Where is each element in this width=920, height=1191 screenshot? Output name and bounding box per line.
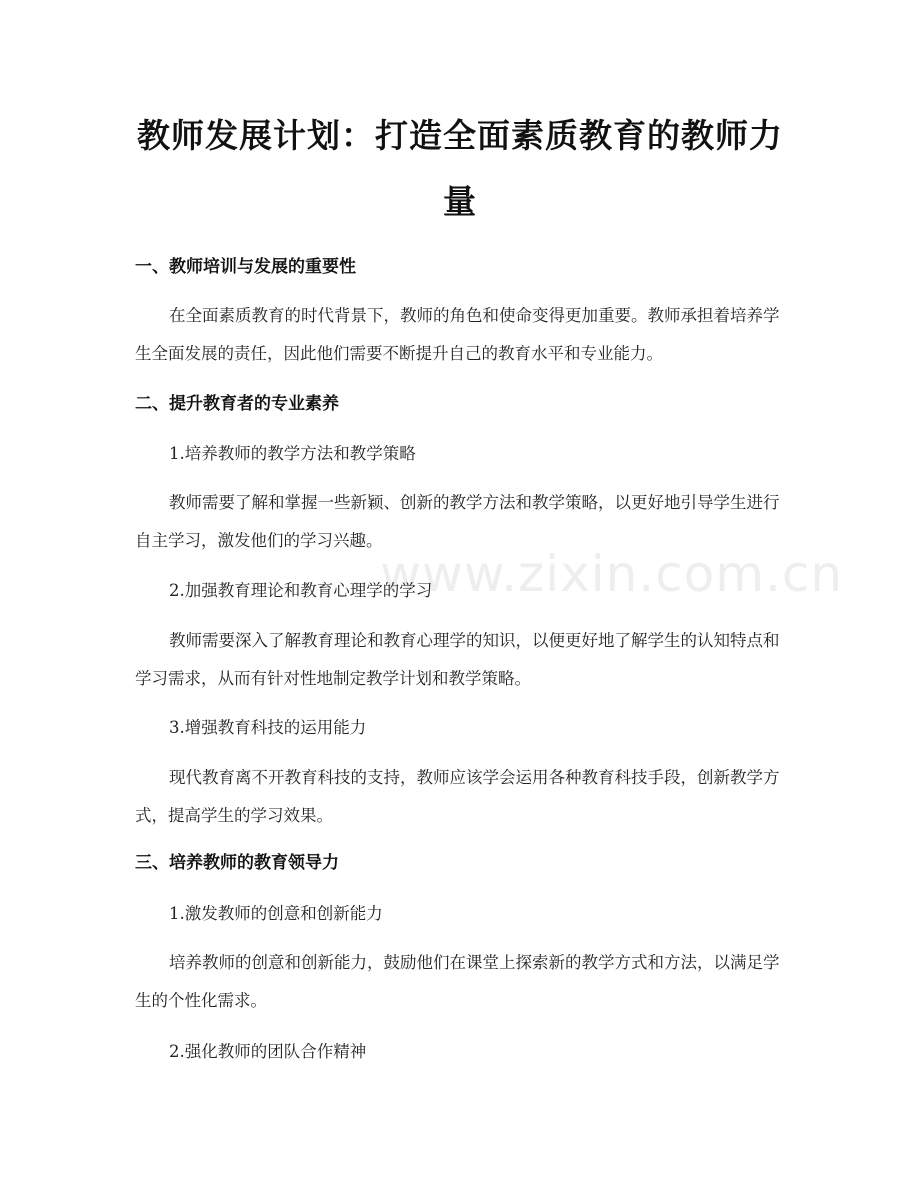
paragraph-2-3: 现代教育离不开教育科技的支持，教师应该学会运用各种教育科技手段，创新教学方式，提高学生的学习效果。 [135,768,780,825]
paragraph-2-1: 教师需要了解和掌握一些新颖、创新的教学方法和教学策略，以更好地引导学生进行自主学习，激发他们的学习兴趣。 [135,493,780,550]
subheading-3-1: 1.激发教师的创意和创新能力 [169,904,383,923]
section-heading-1: 一、教师培训与发展的重要性 [135,257,356,277]
subheading-2-1: 1.培养教师的教学方法和教学策略 [169,444,416,463]
subheading-2-3: 3.增强教育科技的运用能力 [169,718,367,737]
paragraph-3-1: 培养教师的创意和创新能力，鼓励他们在课堂上探索新的教学方式和方法，以满足学生的个性化需求。 [135,953,780,1010]
document-title: 教师发展计划：打造全面素质教育的教师力量 [137,116,783,221]
watermark: www.zixin.com.cn [380,545,844,603]
paragraph-2-2: 教师需要深入了解教育理论和教育心理学的知识，以便更好地了解学生的认知特点和学习需求，从而有针对性地制定教学计划和教学策略。 [135,631,780,688]
section-heading-2: 二、提升教育者的专业素养 [135,394,339,414]
section-heading-3: 三、培养教师的教育领导力 [135,853,339,873]
subheading-3-2: 2.强化教师的团队合作精神 [169,1042,367,1061]
subheading-2-2: 2.加强教育理论和教育心理学的学习 [169,581,433,600]
section-1-paragraph: 在全面素质教育的时代背景下，教师的角色和使命变得更加重要。教师承担着培养学生全面发展的责任，因此他们需要不断提升自己的教育水平和专业能力。 [135,306,780,363]
